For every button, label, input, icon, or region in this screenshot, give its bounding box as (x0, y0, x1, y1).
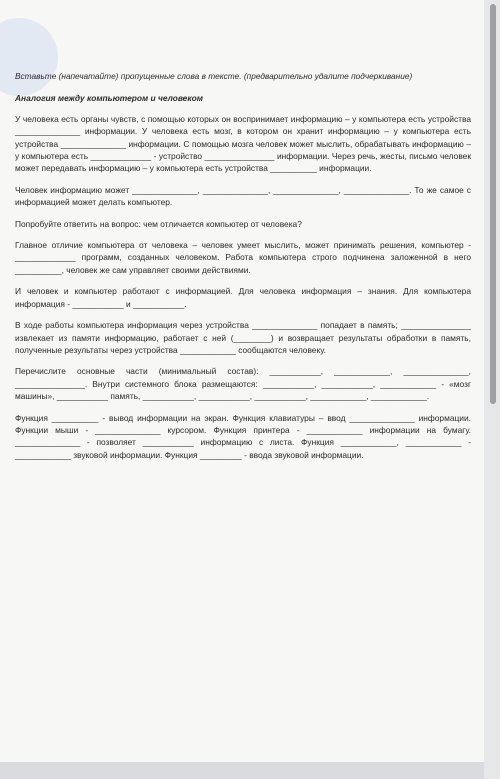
paragraph-components: Перечислите основные части (минимальный состав): ___________, ____________, ______________, _______________. Внутри системного блока размещаются: ___________, ___________, ____________ - «мозг машины», ___________ память, ___________, ___________, ___________, ____________, ____________. (15, 366, 471, 402)
paragraph-question: Попробуйте ответить на вопрос: чем отличается компьютер от человека? (15, 218, 302, 229)
section-heading: Аналогия между компьютером и человеком (15, 93, 203, 104)
scrollbar-thumb[interactable] (490, 4, 496, 404)
paragraph-workflow: В ходе работы компьютера информация через устройства ______________ попадает в память; _______________ извлекает из памяти информацию, работает с ней (________) и возвращает результаты обработки в память, полученные результаты через устройства ____________ сообщаются человеку. (15, 320, 471, 355)
scrollbar-track[interactable] (484, 0, 500, 779)
instruction-text: Вставьте (напечатайте) пропущенные слова в тексте. (предварительно удалите подчеркивание) (15, 71, 413, 81)
paragraph-difference: Главное отличие компьютера от человека – человек умеет мыслить, может принимать решения, компьютер - _____________ программ, созданных человеком. Работа компьютера строго подчинена заложенной в него __________, человек же сам управляет своими действиями. (15, 240, 471, 275)
viewer-bottom-margin (0, 762, 484, 779)
paragraph-functions: Функция __________ - вывод информации на экран. Функция клавиатуры – ввод ______________ информации. Функции мыши - ______________ курсором. Функция принтера - ____________ информации на бумагу. ______________ - позволяет ___________ информацию с листа. Функция ____________, ____________ - ____________ звуковой информации. Функция _________ - ввода звуковой информации. (15, 412, 471, 460)
paragraph-senses: У человека есть органы чувств, с помощью которых он воспринимает информацию – у компьютера есть устройства ______________ информации. У человека есть мозг, в котором он хранит информацию – у компьютера есть устройства ______________ информации. С помощью мозга человек может мыслить, обрабатывать информацию – у компьютера есть _____________ - устройство _______________ информации. Через речь, жесты, письмо человек может передавать информацию – у компьютера есть устройства __________ информации. (15, 113, 471, 174)
document-content (15, 70, 471, 470)
paragraph-actions: Человек информацию может ______________, ______________, ______________, ______________. То же самое с информацией может делать компьютер. (15, 184, 471, 208)
paragraph-information: И человек и компьютер работают с информацией. Для человека информация – знания. Для компьютера информация - ___________ и ___________. (15, 286, 471, 309)
